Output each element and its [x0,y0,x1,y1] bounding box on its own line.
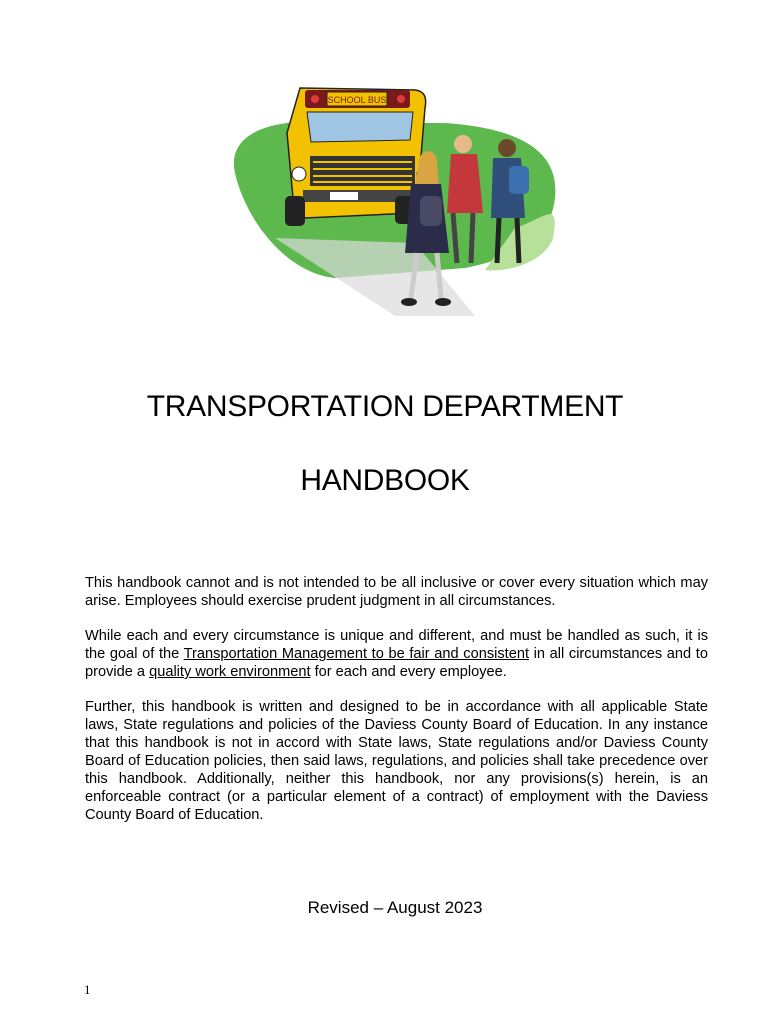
document-subtitle: HANDBOOK [300,464,470,497]
bus-sign-text: SCHOOL BUS [327,95,387,105]
paragraph-legal: Further, this handbook is written and designed to be in accordance with all applicable State laws, State regulations and policies of the Daviess County Board of Education. In any instance that this handbook is not in accord with State laws, State regulations and/or Daviess County Board of Education policies, then said laws, regulations, and policies shall take precedence over this handbook. Additionally, neither this handbook, nor any provisions(s) herein, is an enforceable contract (or a particular element of a contract) of employment with the Daviess County Board of Education. [85,699,708,823]
school-bus [285,88,429,226]
paragraph-goals-part2: in all circumstances and to provide a [85,646,708,680]
paragraph-goals-part1: While each and every circumstance is unique and different, and must be handled as such, it is the goal of the [85,628,708,662]
school-bus-illustration [215,78,560,316]
paragraph-goals-part3: for each and every employee. [310,664,507,680]
underlined-phrase-fair-consistent: Transportation Management to be fair and consistent [183,646,529,662]
document-title: TRANSPORTATION DEPARTMENT [146,390,624,423]
underlined-phrase-quality-environment: quality work environment [149,664,311,680]
paragraph-disclaimer: This handbook cannot and is not intended to be all inclusive or cover every situation which may arise. Employees should exercise prudent judgment in all circumstances. [85,575,708,609]
paragraph-goals [85,627,708,681]
page-number: 1 [84,982,91,997]
revision-date: Revised – August 2023 [307,898,483,917]
